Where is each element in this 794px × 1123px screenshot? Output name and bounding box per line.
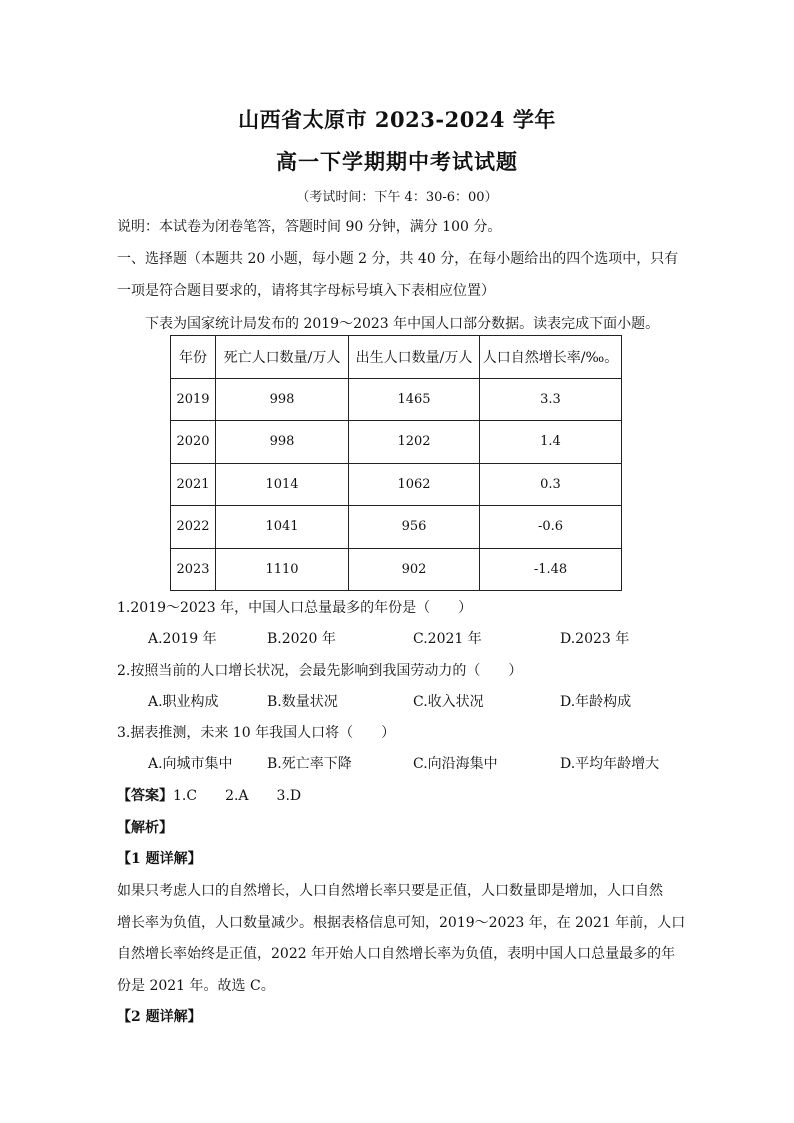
table-header-row <box>171 336 622 379</box>
table-cell: 2020 <box>171 421 216 464</box>
question-1-option-c: C.2021 年 <box>413 631 482 647</box>
table-cell: -1.48 <box>480 548 622 591</box>
question-2-option-d: D.年龄构成 <box>560 694 632 710</box>
table-row <box>171 421 622 464</box>
table-cell: 2022 <box>171 506 216 549</box>
question-2-option-c: C.收入状况 <box>413 694 484 710</box>
question-1-option-a: A.2019 年 <box>148 631 217 647</box>
analysis-label: 【解析】 <box>117 820 173 836</box>
table-row <box>171 548 622 591</box>
question-1-option-b: B.2020 年 <box>267 631 336 647</box>
table-cell: 998 <box>216 421 349 464</box>
table-cell: 902 <box>349 548 480 591</box>
question-3-option-a: A.向城市集中 <box>148 756 233 772</box>
question-2-stem: 2.按照当前的人口增长状况，会最先影响到我国劳动力的（ ） <box>117 663 523 679</box>
question-2-option-a: A.职业构成 <box>148 694 219 710</box>
section-instruction-line2: 一项是符合题目要求的，请将其字母标号填入下表相应位置） <box>117 283 495 299</box>
table-intro: 下表为国家统计局发布的 2019～2023 年中国人口部分数据。读表完成下面小题。 <box>145 316 660 332</box>
answer-block <box>117 785 687 805</box>
detail-1-text-line: 份是 2021 年。故选 C。 <box>117 978 275 994</box>
table-cell: 3.3 <box>480 378 622 421</box>
table-cell: -0.6 <box>480 506 622 549</box>
detail-1-text-line: 自然增长率始终是正值，2022 年开始人口自然增长率为负值，表明中国人口总量最多的年 <box>117 946 676 962</box>
table-row <box>171 378 622 421</box>
table-cell: 1110 <box>216 548 349 591</box>
answer-label: 【答案】 <box>117 788 173 804</box>
table-row <box>171 506 622 549</box>
table-cell: 998 <box>216 378 349 421</box>
exam-time: （考试时间：下午 4：30-6：00） <box>296 190 498 205</box>
table-cell: 0.3 <box>480 463 622 506</box>
question-3-stem: 3.据表推测，未来 10 年我国人口将（ ） <box>117 725 396 741</box>
table-cell: 2019 <box>171 378 216 421</box>
table-header-cell: 出生人口数量/万人 <box>349 336 480 379</box>
table-cell: 2021 <box>171 463 216 506</box>
detail-1-text-line: 增长率为负值，人口数量减少。根据表格信息可知，2019～2023 年，在 2021 年前，人口 <box>117 915 686 931</box>
page-title: 山西省太原市 2023-2024 学年 <box>238 107 556 132</box>
question-3-option-b: B.死亡率下降 <box>267 756 352 772</box>
question-2-option-b: B.数量状况 <box>267 694 338 710</box>
table-cell: 956 <box>349 506 480 549</box>
table-row <box>171 463 622 506</box>
section-instruction-line1: 一、选择题（本题共 20 小题，每小题 2 分，共 40 分，在每小题给出的四个选项中，只有 <box>117 251 679 267</box>
question-3-option-c: C.向沿海集中 <box>413 756 498 772</box>
population-data-table <box>170 335 622 591</box>
detail-2-label: 【2 题详解】 <box>117 1009 202 1025</box>
detail-1-text-line: 如果只考虑人口的自然增长，人口自然增长率只要是正值，人口数量即是增加，人口自然 <box>117 883 663 899</box>
table-cell: 1041 <box>216 506 349 549</box>
detail-1-label: 【1 题详解】 <box>117 851 202 867</box>
table-header-cell: 年份 <box>171 336 216 379</box>
table-cell: 1014 <box>216 463 349 506</box>
exam-note: 说明：本试卷为闭卷笔答，答题时间 90 分钟，满分 100 分。 <box>117 219 502 235</box>
table-cell: 1.4 <box>480 421 622 464</box>
question-1-stem: 1.2019～2023 年，中国人口总量最多的年份是（ ） <box>117 600 473 616</box>
table-header-cell: 人口自然增长率/‰。 <box>480 336 622 379</box>
question-1-option-d: D.2023 年 <box>560 631 630 647</box>
table-cell: 1465 <box>349 378 480 421</box>
table-header-cell: 死亡人口数量/万人 <box>216 336 349 379</box>
table-cell: 2023 <box>171 548 216 591</box>
answer-text: 1.C 2.A 3.D <box>173 788 302 804</box>
question-3-option-d: D.平均年龄增大 <box>560 756 660 772</box>
page-subtitle: 高一下学期期中考试试题 <box>276 149 518 174</box>
table-cell: 1062 <box>349 463 480 506</box>
table-cell: 1202 <box>349 421 480 464</box>
